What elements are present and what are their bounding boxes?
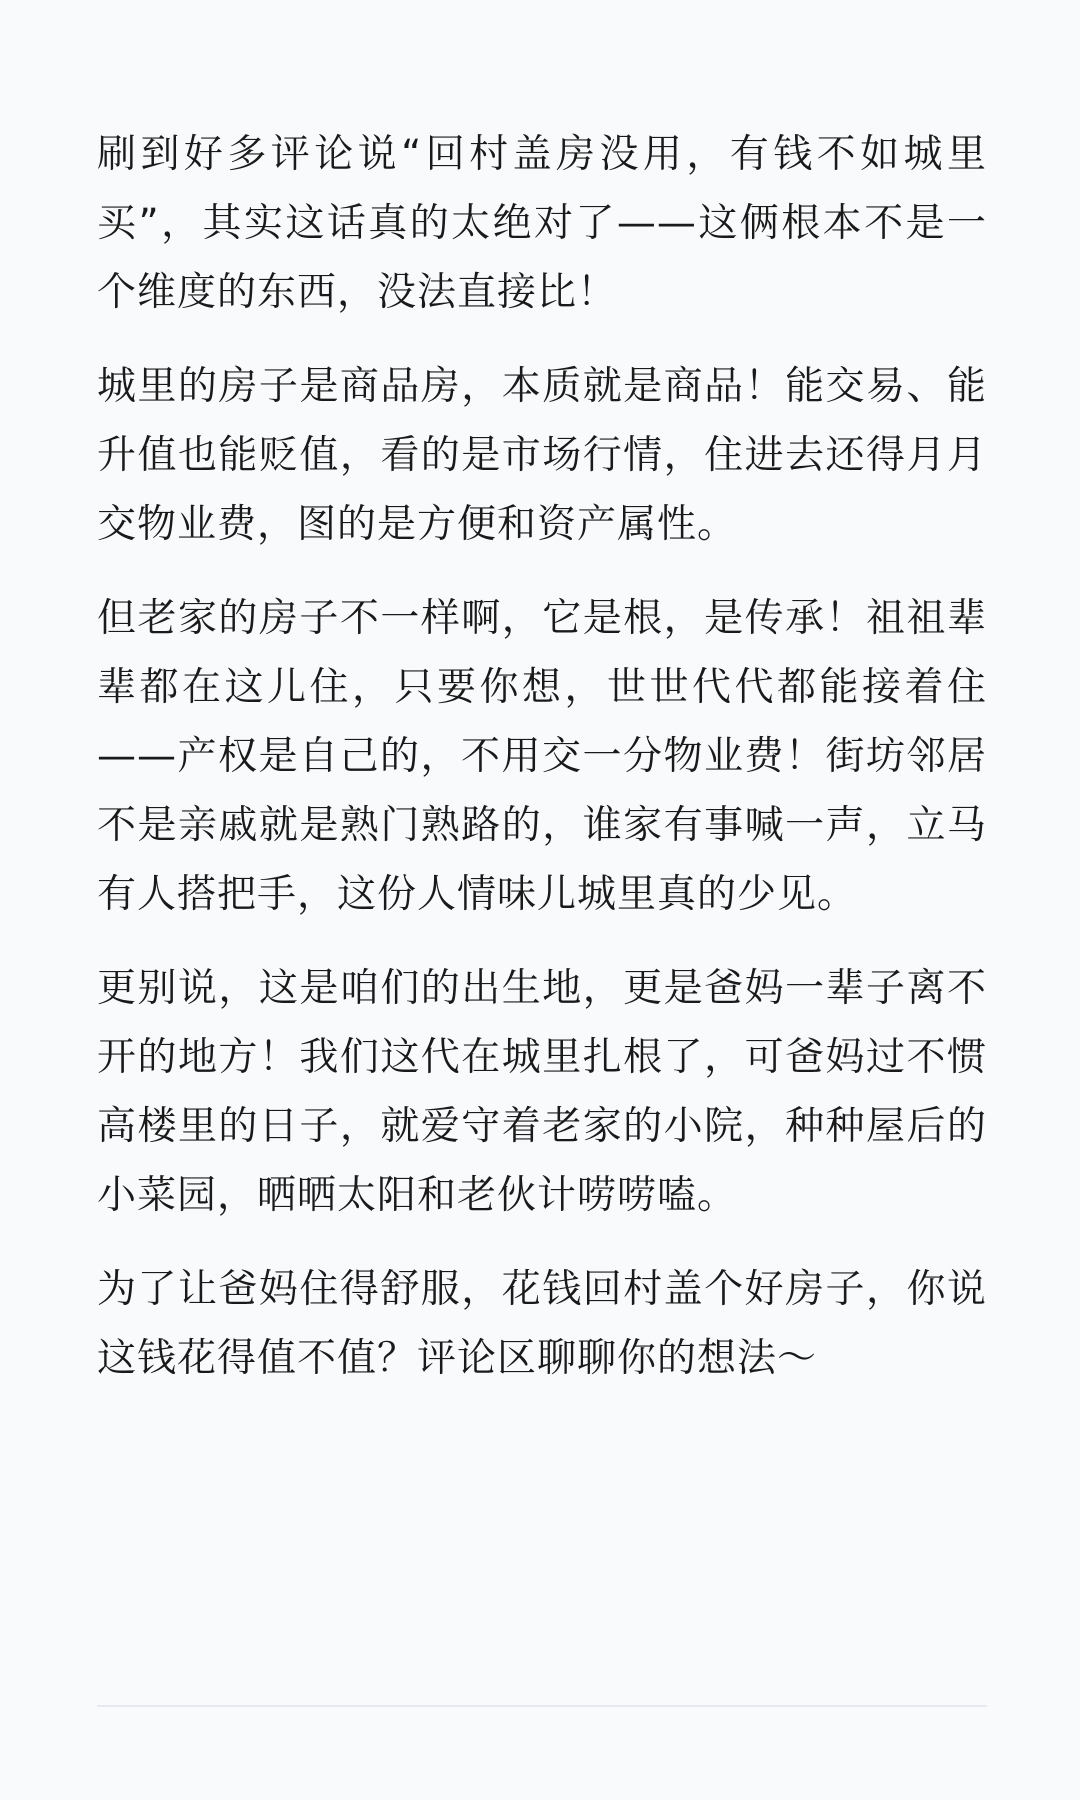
paragraph-3: 但老家的房子不一样啊，它是根，是传承！祖祖辈辈都在这儿住，只要你想，世世代代都能接着住——产权是自己的，不用交一分物业费！街坊邻居不是亲戚就是熟门熟路的，谁家有事喊一声，立马有人搭把手，这份人情味儿城里真的少见。 [97, 596, 987, 917]
bottom-divider [97, 1705, 987, 1707]
paragraph-5: 为了让爸妈住得舒服，花钱回村盖个好房子，你说这钱花得值不值？评论区聊聊你的想法～ [97, 1267, 987, 1381]
paragraph-4: 更别说，这是咱们的出生地，更是爸妈一辈子离不开的地方！我们这代在城里扎根了，可爸妈过不惯高楼里的日子，就爱守着老家的小院，种种屋后的小菜园，晒晒太阳和老伙计唠唠嗑。 [97, 966, 987, 1218]
paragraph-2: 城里的房子是商品房，本质就是商品！能交易、能升值也能贬值，看的是市场行情，住进去还得月月交物业费，图的是方便和资产属性。 [97, 364, 987, 547]
article-body [97, 120, 987, 1393]
paragraph-1: 刷到好多评论说“回村盖房没用，有钱不如城里买”，其实这话真的太绝对了——这俩根本不是一个维度的东西，没法直接比！ [97, 132, 987, 315]
